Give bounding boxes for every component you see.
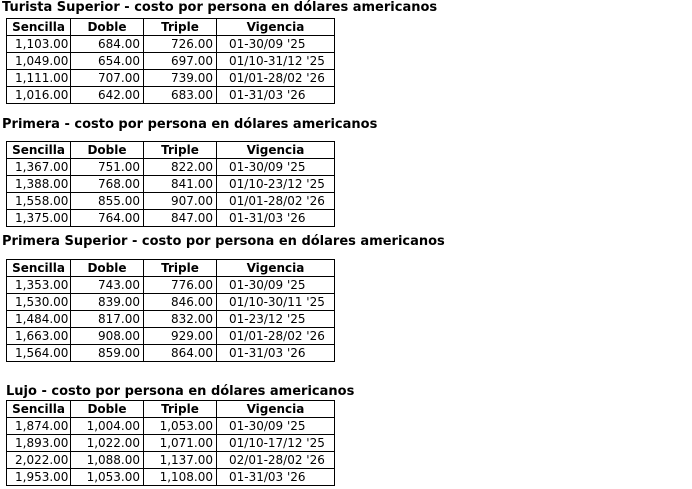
table-row [7,36,335,53]
cell-vigencia: 01/10-31/12 '25 [217,53,335,70]
cell-vigencia: 01/01-28/02 '26 [217,328,335,345]
section-lujo [0,384,354,486]
cell-triple: 1,053.00 [144,418,217,435]
rates-table [6,18,335,104]
rates-table [6,141,335,227]
section-title: Lujo - costo por persona en dólares americanos [6,384,355,399]
cell-sencilla: 1,016.00 [7,87,71,104]
cell-sencilla: 1,663.00 [7,328,71,345]
cell-doble: 654.00 [71,53,144,70]
cell-triple: 841.00 [144,176,217,193]
table-row [7,294,335,311]
rates-table [6,400,335,486]
cell-sencilla: 1,375.00 [7,210,71,227]
section-primera [0,117,377,227]
header-doble: Doble [71,260,144,277]
table-row [7,345,335,362]
table-row [7,311,335,328]
table-row [7,277,335,294]
cell-doble: 684.00 [71,36,144,53]
table-row [7,328,335,345]
header-row [7,19,335,36]
cell-sencilla: 1,111.00 [7,70,71,87]
cell-triple: 822.00 [144,159,217,176]
cell-triple: 847.00 [144,210,217,227]
cell-triple: 683.00 [144,87,217,104]
table-row [7,469,335,486]
table-row [7,87,335,104]
table-row [7,70,335,87]
table-row [7,210,335,227]
cell-sencilla: 1,564.00 [7,345,71,362]
cell-doble: 743.00 [71,277,144,294]
cell-vigencia: 01-31/03 '26 [217,87,335,104]
section-title: Primera Superior - costo por persona en dólares americanos [2,234,445,249]
header-doble: Doble [71,142,144,159]
cell-triple: 1,137.00 [144,452,217,469]
cell-vigencia: 01-30/09 '25 [217,418,335,435]
header-triple: Triple [144,19,217,36]
header-vigencia: Vigencia [217,142,335,159]
cell-vigencia: 01-31/03 '26 [217,469,335,486]
cell-sencilla: 1,353.00 [7,277,71,294]
header-sencilla: Sencilla [7,142,71,159]
table-row [7,435,335,452]
header-doble: Doble [71,19,144,36]
header-vigencia: Vigencia [217,401,335,418]
cell-doble: 1,088.00 [71,452,144,469]
cell-triple: 1,071.00 [144,435,217,452]
table-row [7,452,335,469]
cell-doble: 859.00 [71,345,144,362]
cell-sencilla: 2,022.00 [7,452,71,469]
table-row [7,159,335,176]
cell-vigencia: 01-23/12 '25 [217,311,335,328]
cell-vigencia: 01/10-17/12 '25 [217,435,335,452]
cell-doble: 751.00 [71,159,144,176]
cell-vigencia: 01-31/03 '26 [217,210,335,227]
header-triple: Triple [144,260,217,277]
cell-sencilla: 1,530.00 [7,294,71,311]
cell-vigencia: 01/01-28/02 '26 [217,70,335,87]
header-sencilla: Sencilla [7,260,71,277]
table-row [7,418,335,435]
header-vigencia: Vigencia [217,19,335,36]
header-triple: Triple [144,142,217,159]
cell-doble: 707.00 [71,70,144,87]
section-turista-superior [0,0,437,104]
header-row [7,142,335,159]
cell-triple: 726.00 [144,36,217,53]
cell-triple: 907.00 [144,193,217,210]
section-primera-superior [0,234,445,362]
cell-doble: 1,022.00 [71,435,144,452]
cell-sencilla: 1,388.00 [7,176,71,193]
cell-vigencia: 01/01-28/02 '26 [217,193,335,210]
cell-triple: 739.00 [144,70,217,87]
section-title: Primera - costo por persona en dólares americanos [2,117,378,132]
cell-triple: 697.00 [144,53,217,70]
cell-sencilla: 1,484.00 [7,311,71,328]
cell-doble: 839.00 [71,294,144,311]
section-title: Turista Superior - costo por persona en dólares americanos [2,0,438,15]
cell-doble: 768.00 [71,176,144,193]
header-triple: Triple [144,401,217,418]
cell-sencilla: 1,558.00 [7,193,71,210]
header-row [7,260,335,277]
cell-triple: 776.00 [144,277,217,294]
rates-table [6,259,335,362]
cell-triple: 864.00 [144,345,217,362]
cell-sencilla: 1,049.00 [7,53,71,70]
cell-sencilla: 1,874.00 [7,418,71,435]
cell-doble: 908.00 [71,328,144,345]
cell-doble: 855.00 [71,193,144,210]
cell-sencilla: 1,103.00 [7,36,71,53]
cell-doble: 1,053.00 [71,469,144,486]
cell-doble: 1,004.00 [71,418,144,435]
table-row [7,53,335,70]
cell-vigencia: 01-30/09 '25 [217,159,335,176]
cell-vigencia: 01/10-23/12 '25 [217,176,335,193]
cell-triple: 832.00 [144,311,217,328]
cell-vigencia: 01/10-30/11 '25 [217,294,335,311]
table-row [7,193,335,210]
cell-vigencia: 01-30/09 '25 [217,277,335,294]
cell-vigencia: 01-31/03 '26 [217,345,335,362]
cell-triple: 1,108.00 [144,469,217,486]
header-sencilla: Sencilla [7,401,71,418]
cell-triple: 929.00 [144,328,217,345]
header-doble: Doble [71,401,144,418]
cell-doble: 764.00 [71,210,144,227]
cell-vigencia: 01-30/09 '25 [217,36,335,53]
cell-sencilla: 1,953.00 [7,469,71,486]
cell-doble: 817.00 [71,311,144,328]
cell-doble: 642.00 [71,87,144,104]
header-sencilla: Sencilla [7,19,71,36]
header-row [7,401,335,418]
header-vigencia: Vigencia [217,260,335,277]
cell-triple: 846.00 [144,294,217,311]
cell-vigencia: 02/01-28/02 '26 [217,452,335,469]
table-row [7,176,335,193]
cell-sencilla: 1,367.00 [7,159,71,176]
cell-sencilla: 1,893.00 [7,435,71,452]
